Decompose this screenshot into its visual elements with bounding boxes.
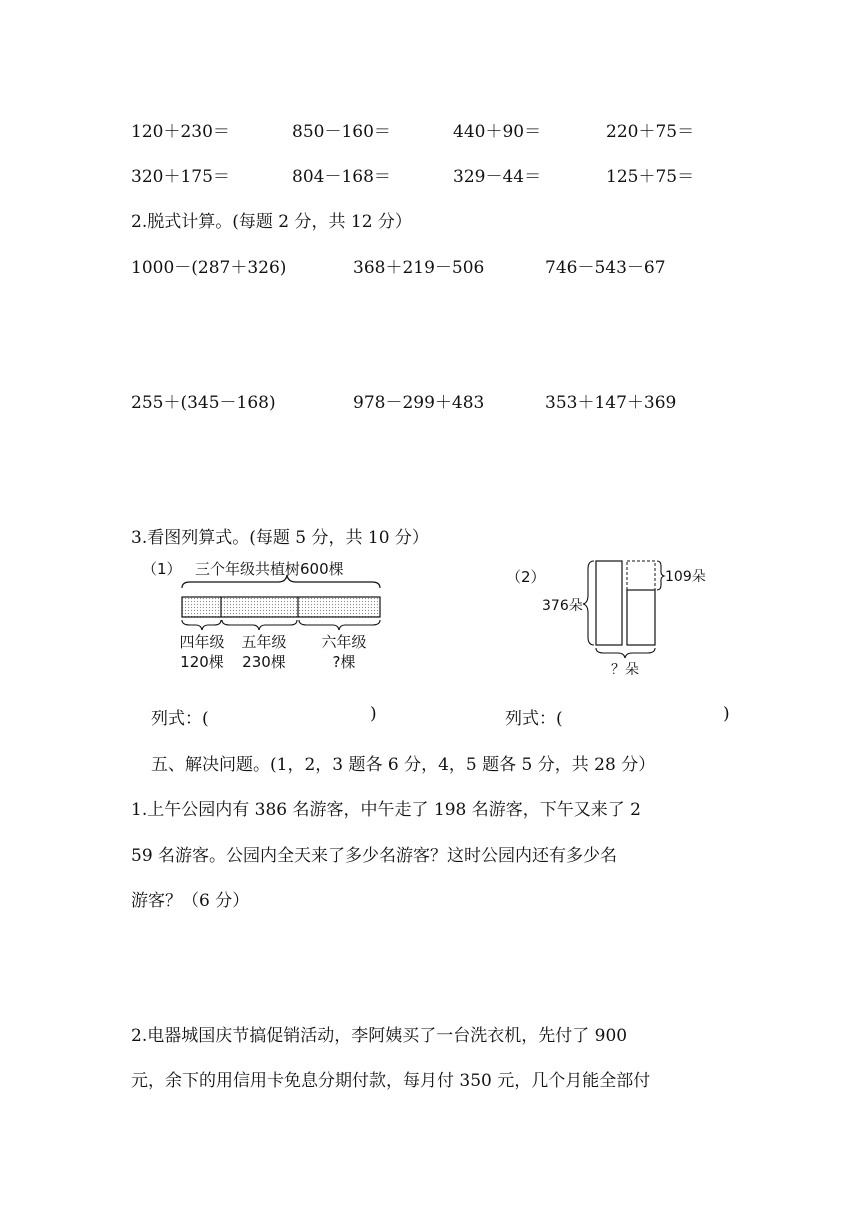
oral-item: 329－44＝ xyxy=(453,167,542,187)
short-bar xyxy=(627,590,655,645)
tall-bar xyxy=(596,561,622,645)
oral-item: 850－160＝ xyxy=(292,122,391,142)
answer-2-suffix: ) xyxy=(723,704,730,724)
answer-1-suffix: ) xyxy=(370,704,377,724)
grade-6-value: ?棵 xyxy=(332,653,356,671)
answer-1-prefix: 列式：( xyxy=(151,709,209,729)
grade-5-label: 五年级 xyxy=(241,633,287,651)
total-bar xyxy=(182,597,380,617)
oral-item: 804－168＝ xyxy=(292,167,391,187)
grade-5-value: 230棵 xyxy=(242,653,286,671)
question-2-line: 元，余下的用信用卡免息分期付款，每月付 350 元，几个月能全部付 xyxy=(131,1071,651,1091)
figure-2-number: （2） xyxy=(506,568,546,586)
oral-item: 220＋75＝ xyxy=(606,122,695,142)
figure-1-number: （1） xyxy=(142,560,182,578)
oral-item: 440＋90＝ xyxy=(453,122,542,142)
step-calc-item: 978－299＋483 xyxy=(353,393,485,413)
answer-2-prefix: 列式：( xyxy=(505,709,563,729)
grade-6-label: 六年级 xyxy=(321,633,367,651)
step-calc-item: 368＋219－506 xyxy=(353,258,485,278)
step-calc-item: 255＋(345－168) xyxy=(131,393,276,413)
oral-item: 320＋175＝ xyxy=(131,167,230,187)
unknown-total-label: ？朵 xyxy=(611,662,639,678)
step-calc-item: 1000－(287＋326) xyxy=(131,258,287,278)
oral-item: 120＋230＝ xyxy=(131,122,230,142)
question-2-line: 2.电器城国庆节搞促销活动，李阿姨买了一台洗衣机，先付了 900 xyxy=(131,1026,628,1046)
section-3-title: 3.看图列算式。(每题 5 分，共 10 分） xyxy=(131,528,429,548)
tree-planting-bar-diagram xyxy=(130,555,400,680)
difference-109-label: 109朵 xyxy=(665,569,706,585)
step-calc-item: 353＋147＋369 xyxy=(545,393,677,413)
question-1-line: 游客？（6 分） xyxy=(131,891,250,911)
difference-bar xyxy=(627,561,655,590)
step-calc-item: 746－543－67 xyxy=(545,258,666,278)
total-376-label: 376朵 xyxy=(542,598,583,614)
question-1-line: 1.上午公园内有 386 名游客，中午走了 198 名游客，下午又来了 2 xyxy=(131,800,641,820)
grade-4-value: 120棵 xyxy=(180,653,224,671)
oral-item: 125＋75＝ xyxy=(606,167,695,187)
flower-comparison-diagram xyxy=(500,555,730,680)
section-2-title: 2.脱式计算。(每题 2 分，共 12 分） xyxy=(131,212,412,232)
question-1-line: 59 名游客。公园内全天来了多少名游客？这时公园内还有多少名 xyxy=(131,846,618,866)
figure-1-total-label: 三个年级共植树600棵 xyxy=(195,560,344,578)
section-5-title: 五、解决问题。(1，2，3 题各 6 分，4，5 题各 5 分，共 28 分） xyxy=(151,755,656,775)
grade-4-label: 四年级 xyxy=(179,633,225,651)
